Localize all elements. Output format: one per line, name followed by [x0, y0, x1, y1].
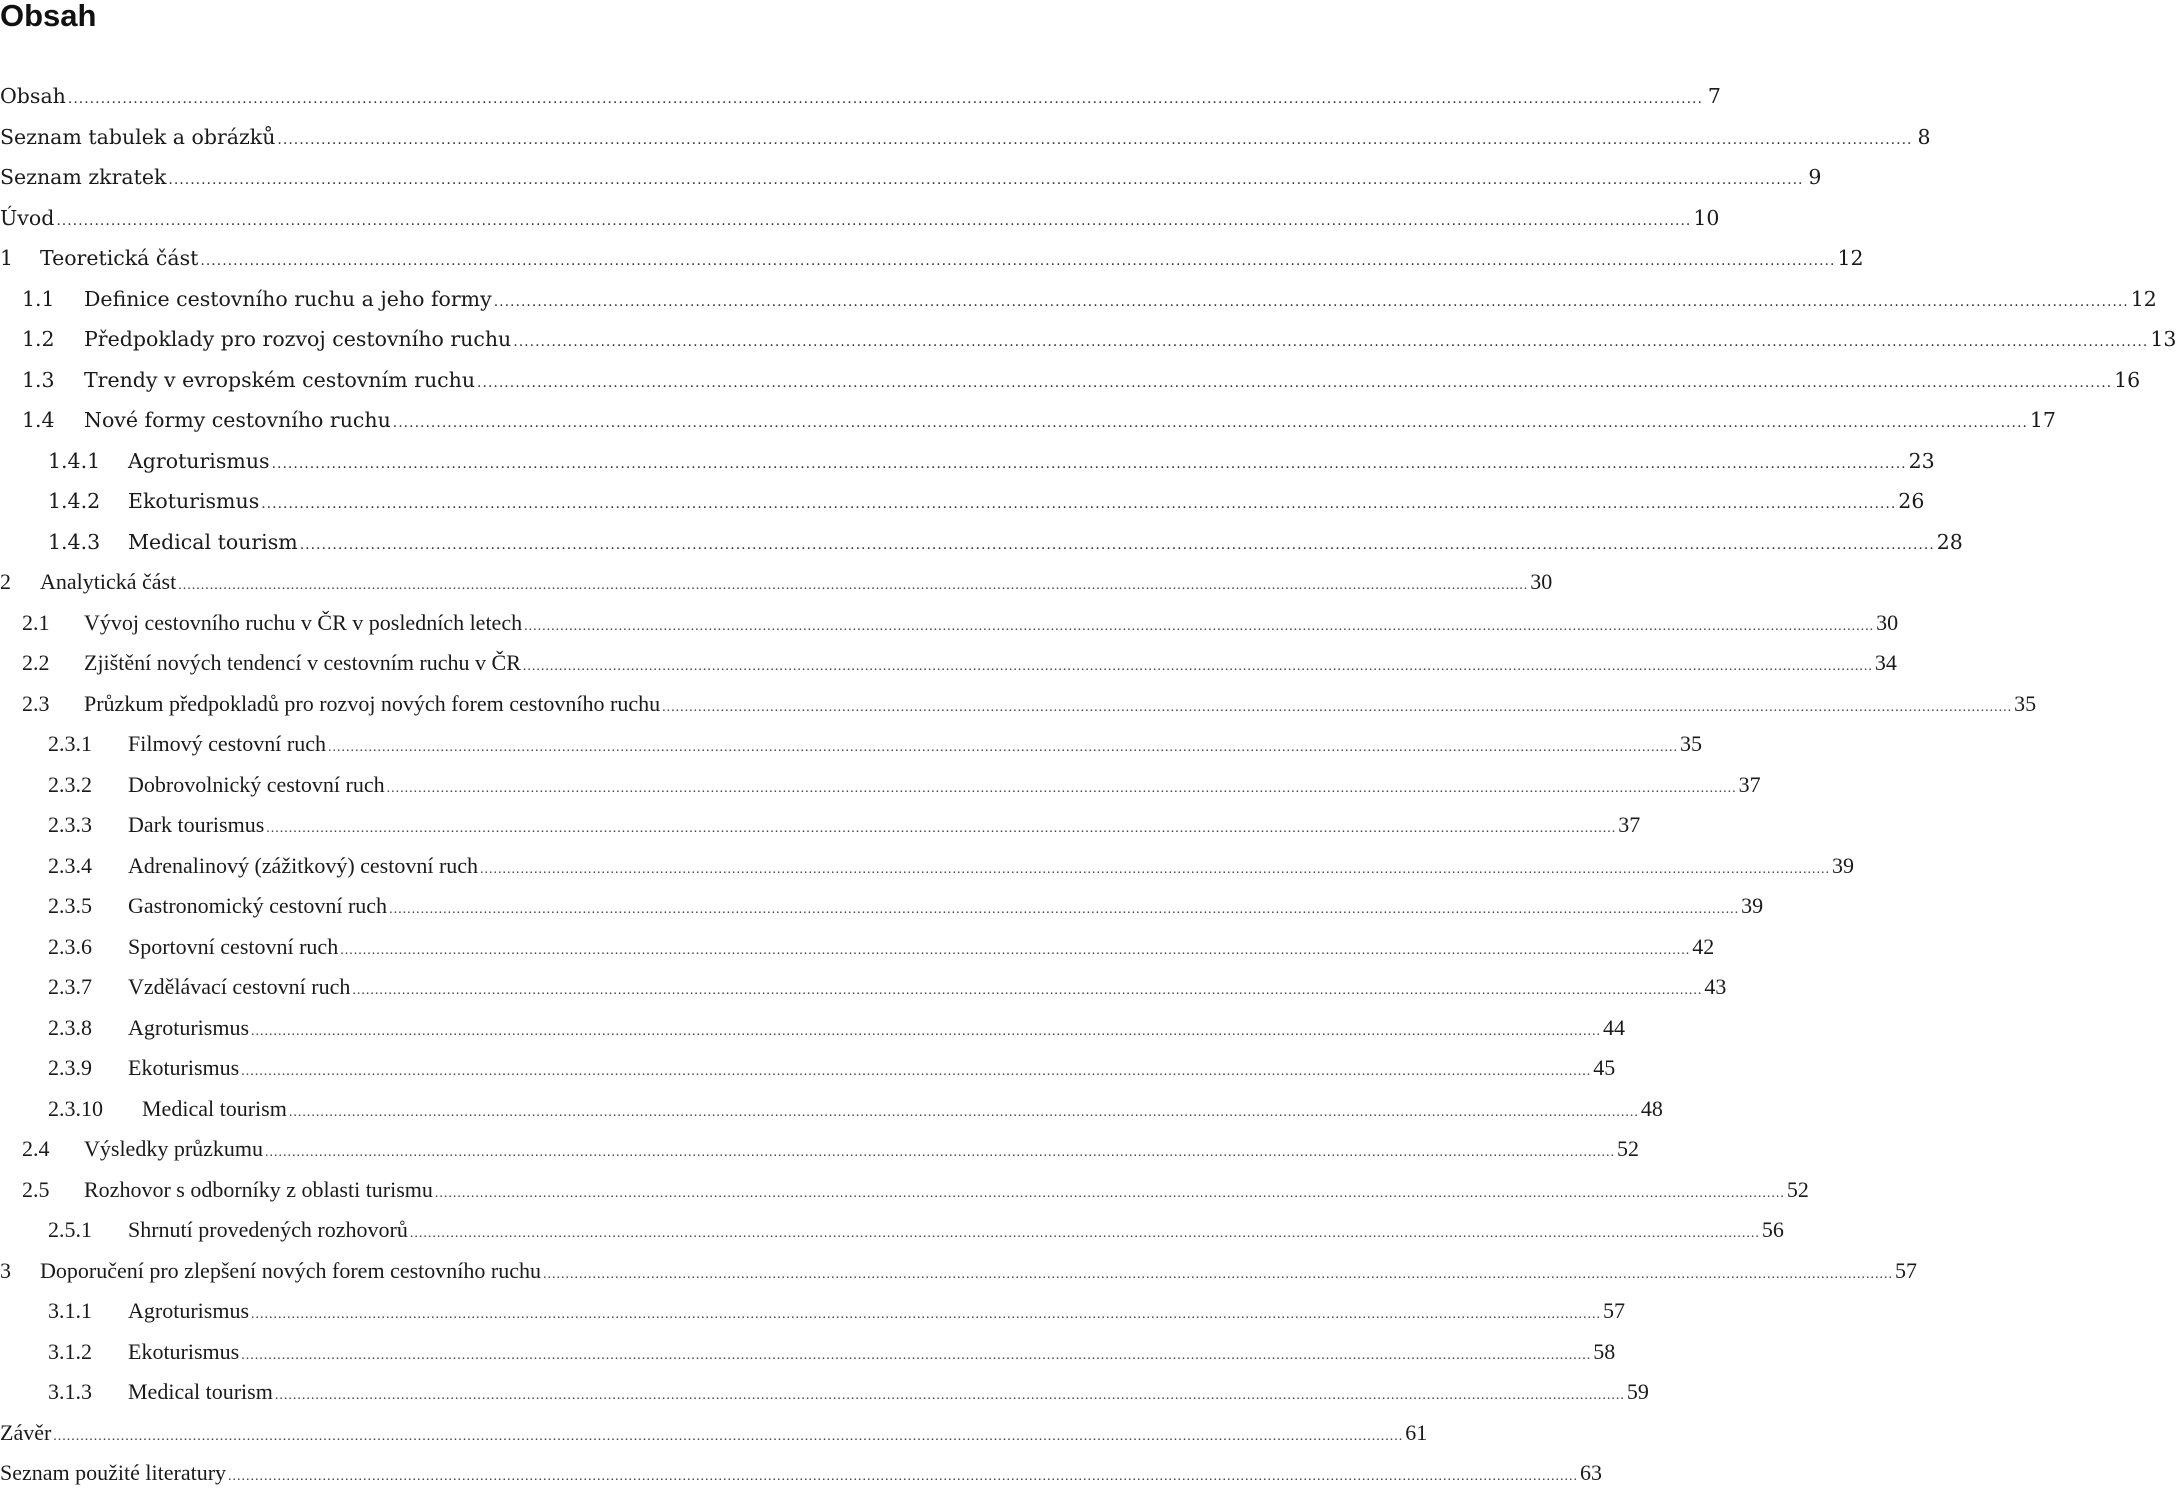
toc-entry[interactable]	[0, 927, 1715, 967]
toc-entry-number: 2.3.5	[48, 893, 92, 918]
dot-leader: ............................................................................................................................................................................................................................................................................................................	[340, 942, 1691, 958]
dot-leader: ............................................................................................................................................................................................................................................................................................................	[53, 1428, 1404, 1444]
dot-leader: ............................................................................................................................................................................................................................................................................................................	[251, 1307, 1601, 1322]
toc-entry-label: Medical tourism	[128, 529, 298, 554]
toc-entry-label: Ekoturismus	[128, 1338, 240, 1364]
toc-entry-label: Vzdělávací cestovní ruch	[128, 974, 351, 999]
toc-entry-number: 3.1.3	[48, 1379, 92, 1404]
toc-entry-page-number: 37	[1738, 771, 1761, 797]
toc-entry-page-number: 23	[1908, 448, 1935, 473]
toc-entry-number: 2.3.6	[48, 933, 92, 959]
toc-entry[interactable]	[0, 360, 2141, 400]
page-title: Obsah	[0, 0, 97, 33]
dot-leader: ............................................................................................................................................................................................................................................................................................................	[480, 861, 1831, 877]
toc-entry-label: Rozhovor s odborníky z oblasti turismu	[84, 1176, 433, 1202]
toc-entry[interactable]	[0, 1372, 1649, 1412]
toc-entry-number: 3.1.1	[48, 1298, 92, 1323]
toc-entry-page-number: 45	[1593, 1055, 1616, 1080]
toc-entry[interactable]	[0, 1089, 1663, 1129]
toc-entry-page-number: 44	[1603, 1014, 1625, 1040]
toc-entry-page-number: 35	[1679, 731, 1702, 756]
toc-entry-page-number: 16	[2114, 367, 2141, 392]
toc-entry[interactable]	[0, 1008, 1625, 1048]
toc-entry[interactable]	[0, 562, 1553, 602]
dot-leader: ............................................................................................................................................................................................................................................................................................................	[409, 1226, 1760, 1241]
dot-leader: ............................................................................................................................................................................................................................................................................................................	[56, 212, 1692, 229]
toc-entry-page-number: 39	[1741, 893, 1764, 918]
toc-entry-number: 3.1.2	[48, 1338, 92, 1364]
toc-entry-label: Seznam použité literatury	[0, 1460, 227, 1485]
dot-leader: ............................................................................................................................................................................................................................................................................................................	[67, 91, 1703, 107]
toc-entry-page-number: 58	[1593, 1338, 1616, 1364]
dot-leader: ............................................................................................................................................................................................................................................................................................................	[434, 1185, 1785, 1201]
toc-entry-number: 1.4.3	[48, 529, 101, 554]
toc-entry-number: 1.3	[22, 367, 55, 392]
toc-entry-label: Seznam zkratek	[0, 165, 167, 189]
toc-entry[interactable]	[0, 1413, 1428, 1453]
dot-leader: ............................................................................................................................................................................................................................................................................................................	[477, 374, 2113, 391]
toc-entry-label: Závěr	[0, 1419, 52, 1445]
toc-entry-page-number: 52	[1786, 1176, 1809, 1202]
toc-entry-label: Agroturismus	[128, 1298, 249, 1323]
toc-entry-label: Adrenalinový (zážitkový) cestovní ruch	[128, 852, 479, 878]
toc-entry-label: Úvod	[0, 205, 55, 230]
toc-entry-label: Ekoturismus	[128, 1055, 240, 1080]
toc-entry-label: Gastronomický cestovní ruch	[128, 893, 388, 918]
dot-leader: ............................................................................................................................................................................................................................................................................................................	[200, 253, 1836, 269]
toc-entry[interactable]	[0, 1453, 1603, 1493]
dot-leader: ............................................................................................................................................................................................................................................................................................................	[299, 536, 1935, 553]
toc-entry[interactable]	[0, 76, 1721, 116]
toc-entry-page-number: 57	[1603, 1298, 1625, 1323]
toc-entry-page-number: 7	[1707, 84, 1721, 108]
toc-entry[interactable]	[0, 319, 2176, 359]
toc-entry-page-number: 48	[1640, 1095, 1663, 1121]
toc-entry-number: 2.3.2	[48, 771, 92, 797]
toc-entry-page-number: 30	[1876, 609, 1899, 635]
toc-entry-label: Shrnutí provedených rozhovorů	[128, 1217, 408, 1242]
toc-entry-number: 2.3.10	[48, 1095, 103, 1121]
toc-entry-number: 2.1	[22, 609, 50, 635]
toc-entry-number: 2.5.1	[48, 1217, 92, 1242]
toc-entry-label: Seznam tabulek a obrázků	[0, 124, 276, 149]
toc-entry-label: Filmový cestovní ruch	[128, 731, 326, 756]
toc-entry-number: 2.3.9	[48, 1055, 92, 1080]
toc-entry-number: 2.3.8	[48, 1014, 92, 1040]
toc-entry-page-number: 35	[2014, 690, 2037, 716]
toc-entry-page-number: 8	[1917, 124, 1931, 149]
toc-entry[interactable]	[0, 441, 1935, 481]
toc-entry-number: 1.4	[22, 408, 55, 432]
toc-entry-page-number: 59	[1626, 1379, 1649, 1404]
dot-leader: ............................................................................................................................................................................................................................................................................................................	[241, 1064, 1592, 1079]
toc-entry-label: Výsledky průzkumu	[84, 1136, 264, 1161]
toc-entry-number: 1.4.2	[48, 489, 101, 513]
toc-entry-page-number: 34	[1874, 650, 1897, 675]
toc-entry-page-number: 10	[1693, 205, 1720, 230]
toc-entry[interactable]	[0, 765, 1761, 805]
toc-entry-label: Obsah	[0, 84, 66, 108]
toc-entry-number: 2.3.3	[48, 812, 92, 837]
toc-entry-page-number: 43	[1704, 974, 1727, 999]
dot-leader: ............................................................................................................................................................................................................................................................................................................	[662, 699, 2013, 715]
toc-entry-label: Agroturismus	[128, 448, 270, 473]
toc-entry-page-number: 37	[1618, 812, 1641, 837]
dot-leader: ............................................................................................................................................................................................................................................................................................................	[266, 821, 1617, 836]
toc-entry-number: 2.5	[22, 1176, 50, 1202]
dot-leader: ............................................................................................................................................................................................................................................................................................................	[168, 172, 1804, 188]
toc-entry[interactable]	[0, 724, 1702, 764]
toc-entry-label: Ekoturismus	[128, 489, 260, 513]
toc-entry[interactable]	[0, 1332, 1616, 1372]
toc-entry[interactable]	[0, 400, 2056, 440]
toc-entry-page-number: 26	[1898, 489, 1925, 513]
dot-leader: ............................................................................................................................................................................................................................................................................................................	[493, 293, 2129, 310]
toc-entry[interactable]	[0, 805, 1641, 845]
toc-entry-number: 2.3.4	[48, 852, 92, 878]
toc-entry-page-number: 56	[1761, 1217, 1784, 1242]
toc-entry-label: Doporučení pro zlepšení nových forem cestovního ruchu	[40, 1257, 541, 1283]
toc-entry-label: Nové formy cestovního ruchu	[84, 408, 391, 432]
dot-leader: ............................................................................................................................................................................................................................................................................................................	[228, 1469, 1579, 1484]
dot-leader: ............................................................................................................................................................................................................................................................................................................	[386, 780, 1737, 796]
toc-entry-number: 2.2	[22, 650, 50, 675]
dot-leader: ............................................................................................................................................................................................................................................................................................................	[522, 659, 1873, 674]
toc-entry-page-number: 9	[1808, 165, 1822, 189]
toc-entry[interactable]	[0, 481, 1925, 521]
toc-entry-label: Dark tourismus	[128, 812, 265, 837]
toc-entry-label: Definice cestovního ruchu a jeho formy	[84, 286, 492, 311]
dot-leader: ............................................................................................................................................................................................................................................................................................................	[288, 1104, 1639, 1120]
toc-entry[interactable]	[0, 684, 2037, 724]
toc-entry-number: 2.3.1	[48, 731, 92, 756]
toc-entry-page-number: 57	[1894, 1257, 1917, 1283]
dot-leader: ............................................................................................................................................................................................................................................................................................................	[274, 1388, 1625, 1403]
toc-entry-label: Agroturismus	[128, 1014, 249, 1040]
toc-entry-number: 2.3	[22, 690, 50, 716]
toc-entry-page-number: 39	[1832, 852, 1855, 878]
toc-entry-page-number: 52	[1617, 1136, 1640, 1161]
dot-leader: ............................................................................................................................................................................................................................................................................................................	[327, 740, 1678, 755]
toc-entry-label: Teoretická část	[40, 246, 199, 270]
toc-entry-label: Zjištění nových tendencí v cestovním ruchu v ČR	[84, 650, 521, 675]
toc-entry[interactable]	[0, 522, 1963, 562]
toc-entry-page-number: 28	[1936, 529, 1963, 554]
toc-entry-label: Sportovní cestovní ruch	[128, 933, 339, 959]
toc-entry-number: 2.4	[22, 1136, 50, 1161]
toc-entry[interactable]	[0, 1251, 1917, 1291]
toc-entry-number: 3	[0, 1257, 11, 1283]
toc-entry-label: Průzkum předpokladů pro rozvoj nových forem cestovního ruchu	[84, 690, 661, 716]
dot-leader: ............................................................................................................................................................................................................................................................................................................	[352, 983, 1703, 998]
toc-entry[interactable]	[0, 967, 1727, 1007]
dot-leader: ............................................................................................................................................................................................................................................................................................................	[513, 334, 2149, 350]
toc-entry[interactable]	[0, 1129, 1640, 1169]
dot-leader: ............................................................................................................................................................................................................................................................................................................	[524, 618, 1875, 634]
dot-leader: ............................................................................................................................................................................................................................................................................................................	[178, 578, 1529, 593]
toc-entry-page-number: 30	[1530, 569, 1553, 594]
toc-entry[interactable]	[0, 117, 1931, 157]
toc-entry[interactable]	[0, 198, 1720, 238]
toc-entry[interactable]	[0, 886, 1764, 926]
dot-leader: ............................................................................................................................................................................................................................................................................................................	[261, 496, 1897, 512]
toc-entry[interactable]	[0, 157, 1822, 197]
toc-entry[interactable]	[0, 846, 1855, 886]
dot-leader: ............................................................................................................................................................................................................................................................................................................	[392, 415, 2028, 431]
toc-entry[interactable]	[0, 1210, 1784, 1250]
toc-entry-page-number: 42	[1692, 933, 1715, 959]
dot-leader: ............................................................................................................................................................................................................................................................................................................	[265, 1145, 1616, 1160]
toc-entry[interactable]	[0, 603, 1899, 643]
toc-entry-page-number: 13	[2150, 327, 2176, 351]
dot-leader: ............................................................................................................................................................................................................................................................................................................	[241, 1347, 1592, 1363]
toc-entry-number: 1.4.1	[48, 448, 101, 473]
toc-entry-number: 2.3.7	[48, 974, 92, 999]
toc-entry-page-number: 17	[2029, 408, 2056, 432]
dot-leader: ............................................................................................................................................................................................................................................................................................................	[389, 902, 1740, 917]
dot-leader: ............................................................................................................................................................................................................................................................................................................	[251, 1023, 1601, 1039]
toc-entry-page-number: 61	[1405, 1419, 1428, 1445]
toc-entry-label: Medical tourism	[142, 1095, 287, 1121]
toc-entry-label: Dobrovolnický cestovní ruch	[128, 771, 385, 797]
toc-entry-label: Medical tourism	[128, 1379, 273, 1404]
toc-entry-label: Vývoj cestovního ruchu v ČR v posledních letech	[84, 609, 523, 635]
toc-entry[interactable]	[0, 643, 1897, 683]
toc-entry[interactable]	[0, 1170, 1809, 1210]
toc-entry-label: Předpoklady pro rozvoj cestovního ruchu	[84, 327, 512, 351]
dot-leader: ............................................................................................................................................................................................................................................................................................................	[271, 455, 1907, 472]
toc-entry-label: Analytická část	[40, 569, 177, 594]
toc-entry[interactable]	[0, 279, 2157, 319]
toc-entry-number: 2	[0, 569, 11, 594]
toc-entry-page-number: 12	[2130, 286, 2157, 311]
toc-entry[interactable]	[0, 238, 1864, 278]
dot-leader: ............................................................................................................................................................................................................................................................................................................	[542, 1266, 1893, 1282]
dot-leader: ............................................................................................................................................................................................................................................................................................................	[277, 131, 1913, 148]
toc-entry[interactable]	[0, 1291, 1625, 1331]
toc-entry-number: 1.1	[22, 286, 55, 311]
toc-entry-label: Trendy v evropském cestovním ruchu	[84, 367, 476, 392]
toc-entry-page-number: 12	[1837, 246, 1864, 270]
toc-entry[interactable]	[0, 1048, 1616, 1088]
toc-entry-number: 1	[0, 246, 14, 270]
toc-entry-number: 1.2	[22, 327, 55, 351]
toc-entry-page-number: 63	[1580, 1460, 1603, 1485]
